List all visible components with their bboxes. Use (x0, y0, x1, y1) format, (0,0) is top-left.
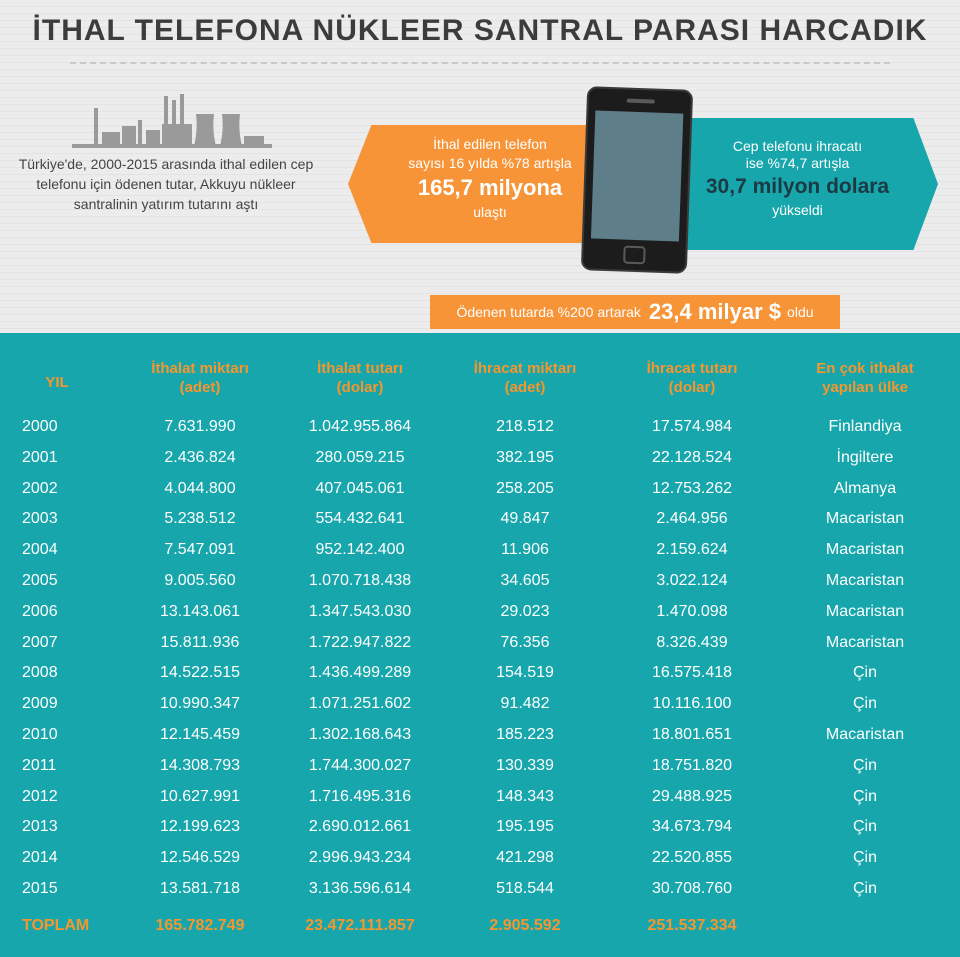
cell-top-import-country: Çin (852, 664, 877, 682)
cell-export-value: 22.128.524 (651, 448, 733, 466)
table-row (0, 658, 960, 689)
table-row (0, 720, 960, 751)
cell-export-value: 22.520.855 (651, 849, 733, 867)
cell-export-value: 8.326.439 (656, 633, 728, 651)
cell-year: 2004 (22, 541, 58, 559)
import-callout-text (385, 135, 595, 222)
export-callout-line1: Cep telefonu ihracatı (732, 138, 863, 154)
cell-import-quantity: 14.522.515 (159, 664, 241, 682)
cell-import-value: 952.142.400 (315, 541, 405, 559)
cell-export-value: 12.753.262 (651, 479, 733, 497)
table-row (0, 782, 960, 813)
cell-export-value: 30.708.760 (651, 879, 733, 897)
table-row (0, 443, 960, 474)
cell-top-import-country: Macaristan (825, 633, 905, 651)
table-row (0, 874, 960, 905)
cell-export-quantity: 154.519 (496, 664, 554, 682)
header-export-value: İhracat tutarı (dolar) (646, 360, 738, 396)
cell-import-quantity: 4.044.800 (164, 479, 236, 497)
total-import-value: 23.472.111.857 (305, 917, 415, 934)
nuclear-plant-icon (72, 92, 272, 148)
cell-top-import-country: Macaristan (825, 541, 905, 559)
cell-top-import-country: Çin (852, 787, 877, 805)
cell-import-value: 2.996.943.234 (308, 849, 412, 867)
cell-year: 2000 (22, 418, 58, 435)
cell-import-quantity: 15.811.936 (160, 633, 240, 651)
cell-import-value: 1.042.955.864 (308, 418, 412, 435)
cell-top-import-country: Çin (852, 756, 877, 774)
cell-import-quantity: 12.199.623 (159, 818, 241, 836)
total-banner-amount: 23,4 milyar $ (648, 299, 782, 324)
cell-export-quantity: 130.339 (496, 756, 554, 774)
cell-year: 2011 (22, 756, 57, 774)
cell-year: 2008 (22, 664, 58, 682)
cell-import-value: 1.436.499.289 (308, 664, 412, 682)
import-callout-line1: İthal edilen telefon (433, 136, 547, 152)
export-callout-highlight: 30,7 milyon dolara (705, 175, 890, 198)
cell-import-quantity: 14.308.793 (159, 756, 241, 774)
phone-home-button (623, 246, 646, 265)
cell-import-quantity: 12.145.459 (159, 725, 241, 743)
cell-year: 2002 (22, 479, 58, 497)
cell-export-value: 16.575.418 (651, 664, 733, 682)
cell-import-value: 1.302.168.643 (308, 725, 412, 743)
table-row (0, 474, 960, 505)
table-row (0, 751, 960, 782)
cell-export-quantity: 91.482 (500, 695, 550, 713)
header-export-quantity: İhracat miktarı (adet) (473, 360, 577, 396)
export-callout-line3: yükseldi (772, 202, 823, 218)
cell-import-quantity: 9.005.560 (164, 571, 236, 589)
table-row (0, 504, 960, 535)
cell-year: 2009 (22, 695, 58, 713)
cell-import-value: 1.070.718.438 (308, 571, 412, 589)
cell-top-import-country: Almanya (833, 479, 897, 497)
total-banner-suffix: oldu (787, 304, 814, 320)
cell-import-value: 2.690.012.661 (308, 818, 412, 836)
export-callout-line2: ise %74,7 artışla (745, 155, 850, 171)
cell-year: 2012 (22, 787, 58, 805)
cell-export-value: 17.574.984 (651, 418, 733, 435)
total-export-value: 251.537.334 (647, 917, 737, 934)
statistics-table (0, 333, 960, 957)
cell-top-import-country: Macaristan (825, 510, 905, 528)
cell-export-value: 18.801.651 (651, 725, 733, 743)
cell-export-value: 2.159.624 (656, 541, 728, 559)
smartphone-icon (581, 86, 693, 274)
table-row (0, 843, 960, 874)
import-callout-highlight: 165,7 milyona (417, 175, 563, 200)
export-callout-text (690, 138, 905, 219)
cell-export-value: 18.751.820 (651, 756, 733, 774)
cell-import-value: 1.722.947.822 (308, 633, 412, 651)
cell-export-quantity: 382.195 (496, 448, 554, 466)
header-year: YIL (45, 374, 69, 391)
cell-import-quantity: 12.546.529 (159, 849, 241, 867)
cell-import-value: 407.045.061 (315, 479, 405, 497)
cell-import-value: 3.136.596.614 (308, 879, 412, 897)
cell-export-quantity: 185.223 (496, 725, 554, 743)
table-row (0, 597, 960, 628)
table-row (0, 689, 960, 720)
import-callout-line2: sayısı 16 yılda %78 artışla (408, 155, 572, 171)
cell-top-import-country: İngiltere (836, 448, 894, 466)
cell-import-quantity: 2.436.824 (164, 448, 236, 466)
table-row (0, 566, 960, 597)
cell-top-import-country: Çin (852, 879, 877, 897)
cell-export-quantity: 148.343 (496, 787, 554, 805)
cell-export-value: 3.022.124 (656, 571, 728, 589)
total-export-quantity: 2.905.592 (489, 917, 561, 934)
cell-year: 2003 (22, 510, 58, 528)
table-row (0, 412, 960, 443)
cell-year: 2001 (22, 448, 58, 466)
cell-import-value: 1.347.543.030 (308, 602, 412, 620)
cell-export-quantity: 11.906 (501, 541, 549, 559)
cell-top-import-country: Çin (852, 695, 877, 713)
cell-export-quantity: 218.512 (496, 418, 554, 435)
cell-export-quantity: 421.298 (496, 849, 554, 867)
title-divider (70, 62, 890, 64)
cell-export-value: 34.673.794 (651, 818, 733, 836)
cell-export-value: 2.464.956 (656, 510, 728, 528)
import-callout-line3: ulaştı (473, 204, 507, 220)
intro-text: Türkiye'de, 2000-2015 arasında ithal edilen cep telefonu için ödenen tutar, Akkuyu nükleer santralinin yatırım tutarını aştı (18, 156, 314, 212)
cell-year: 2007 (22, 633, 58, 651)
table-row (0, 812, 960, 843)
cell-export-quantity: 49.847 (500, 510, 550, 528)
header-import-quantity: İthalat miktarı (adet) (151, 360, 249, 396)
total-label: TOPLAM (22, 917, 90, 934)
table-row (0, 535, 960, 566)
cell-import-quantity: 7.631.990 (164, 418, 236, 435)
phone-screen (591, 111, 683, 242)
cell-year: 2006 (22, 602, 58, 620)
cell-import-quantity: 10.990.347 (159, 695, 241, 713)
cell-export-quantity: 518.544 (496, 879, 554, 897)
cell-top-import-country: Çin (852, 849, 877, 867)
total-import-quantity: 165.782.749 (155, 917, 245, 934)
cell-import-quantity: 10.627.991 (159, 787, 241, 805)
cell-export-value: 1.470.098 (656, 602, 728, 620)
cell-top-import-country: Macaristan (825, 602, 905, 620)
cell-year: 2015 (22, 879, 58, 897)
cell-top-import-country: Finlandiya (828, 418, 902, 435)
cell-top-import-country: Macaristan (825, 571, 905, 589)
cell-import-value: 1.071.251.602 (308, 695, 412, 713)
table-total-row (0, 911, 960, 941)
header-import-value: İthalat tutarı (dolar) (317, 360, 403, 396)
cell-import-quantity: 7.547.091 (164, 541, 236, 559)
cell-top-import-country: Macaristan (825, 725, 905, 743)
cell-export-quantity: 34.605 (500, 571, 550, 589)
total-payment-banner (430, 295, 840, 329)
cell-export-quantity: 76.356 (500, 633, 550, 651)
cell-year: 2010 (22, 725, 58, 743)
cell-import-value: 280.059.215 (315, 448, 405, 466)
cell-import-quantity: 13.143.061 (159, 602, 241, 620)
phone-speaker (627, 99, 655, 104)
cell-year: 2013 (22, 818, 58, 836)
cell-export-value: 10.116.100 (652, 695, 732, 713)
cell-import-value: 1.716.495.316 (308, 787, 412, 805)
table-header (0, 359, 960, 409)
cell-import-value: 554.432.641 (315, 510, 405, 528)
cell-top-import-country: Çin (852, 818, 877, 836)
cell-export-quantity: 29.023 (500, 602, 550, 620)
cell-import-quantity: 5.238.512 (164, 510, 236, 528)
cell-year: 2014 (22, 849, 58, 867)
cell-year: 2005 (22, 571, 58, 589)
table-row (0, 628, 960, 659)
page-title: İTHAL TELEFONA NÜKLEER SANTRAL PARASI HARCADIK (32, 14, 928, 47)
cell-export-quantity: 258.205 (496, 479, 554, 497)
cell-import-quantity: 13.581.718 (159, 879, 241, 897)
total-banner-prefix: Ödenen tutarda %200 artarak (456, 304, 641, 320)
cell-import-value: 1.744.300.027 (308, 756, 412, 774)
header-top-import-country: En çok ithalat yapılan ülke (816, 360, 914, 396)
cell-export-quantity: 195.195 (496, 818, 554, 836)
cell-export-value: 29.488.925 (651, 787, 733, 805)
table-body (0, 412, 960, 905)
